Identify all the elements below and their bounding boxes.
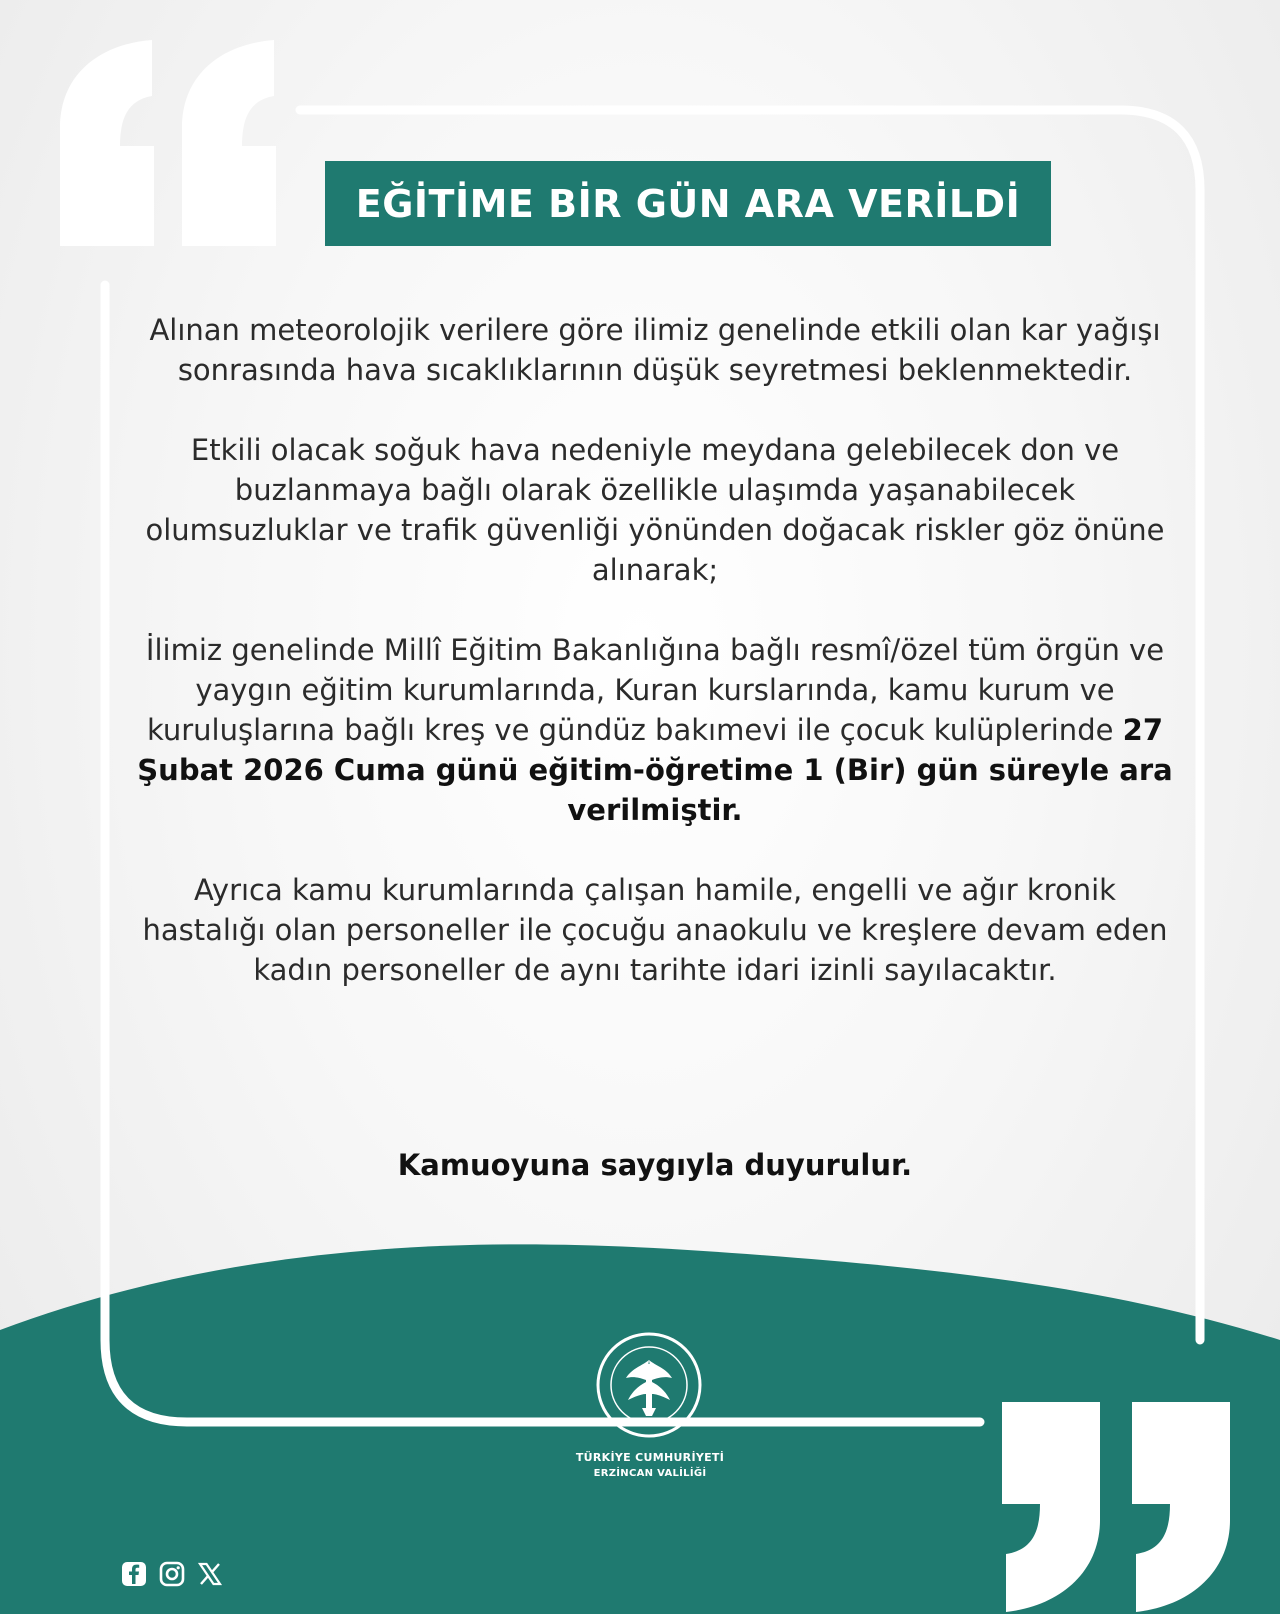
- close-quote-icon: [994, 1402, 1242, 1614]
- decision-text: İlimiz genelinde Millî Eğitim Bakanlığına bağlı resmî/özel tüm örgün ve yaygın eğitim kurumlarında, Kuran kurslarında, kamu kurum ve kuruluşlarına bağlı kreş ve gündüz bakımevi ile çocuk kulüplerinde: [145, 633, 1165, 747]
- decision-highlight: 27 Şubat 2026 Cuma günü eğitim-öğretime 1 (Bir) gün süreyle ara verilmiştir.: [137, 713, 1173, 827]
- emblem-line-2: ERZİNCAN VALİLİĞİ: [593, 1468, 707, 1479]
- closing-statement: Kamuoyuna saygıyla duyurulur.: [397, 1148, 913, 1182]
- instagram-icon[interactable]: [158, 1560, 186, 1588]
- facebook-icon[interactable]: [120, 1560, 148, 1588]
- social-links: [120, 1560, 224, 1588]
- paragraph-decision: [135, 630, 1175, 830]
- page-title: EĞİTİME BİR GÜN ARA VERİLDİ: [325, 161, 1051, 246]
- emblem-line-1: TÜRKİYE CUMHURİYETİ: [575, 1451, 725, 1464]
- governorship-emblem: [594, 1330, 704, 1440]
- emblem-caption: [540, 1450, 760, 1481]
- paragraph-risks: Etkili olacak soğuk hava nedeniyle meydana gelebilecek don ve buzlanmaya bağlı olarak özellikle ulaşımda yaşanabilecek olumsuzluklar ve trafik güvenliği yönünden doğacak riskler göz önüne alınarak;: [145, 433, 1165, 587]
- announcement-body: [135, 310, 1175, 1030]
- paragraph-weather: Alınan meteorolojik verilere göre ilimiz genelinde etkili olan kar yağışı sonrasında hava sıcaklıklarının düşük seyretmesi beklenmektedir.: [149, 313, 1161, 387]
- x-icon[interactable]: [196, 1560, 224, 1588]
- paragraph-leave: Ayrıca kamu kurumlarında çalışan hamile, engelli ve ağır kronik hastalığı olan personeller ile çocuğu anaokulu ve kreşlere devam eden kadın personeller de aynı tarihte idari izinli sayılacaktır.: [142, 873, 1168, 987]
- open-quote-icon: [52, 36, 292, 246]
